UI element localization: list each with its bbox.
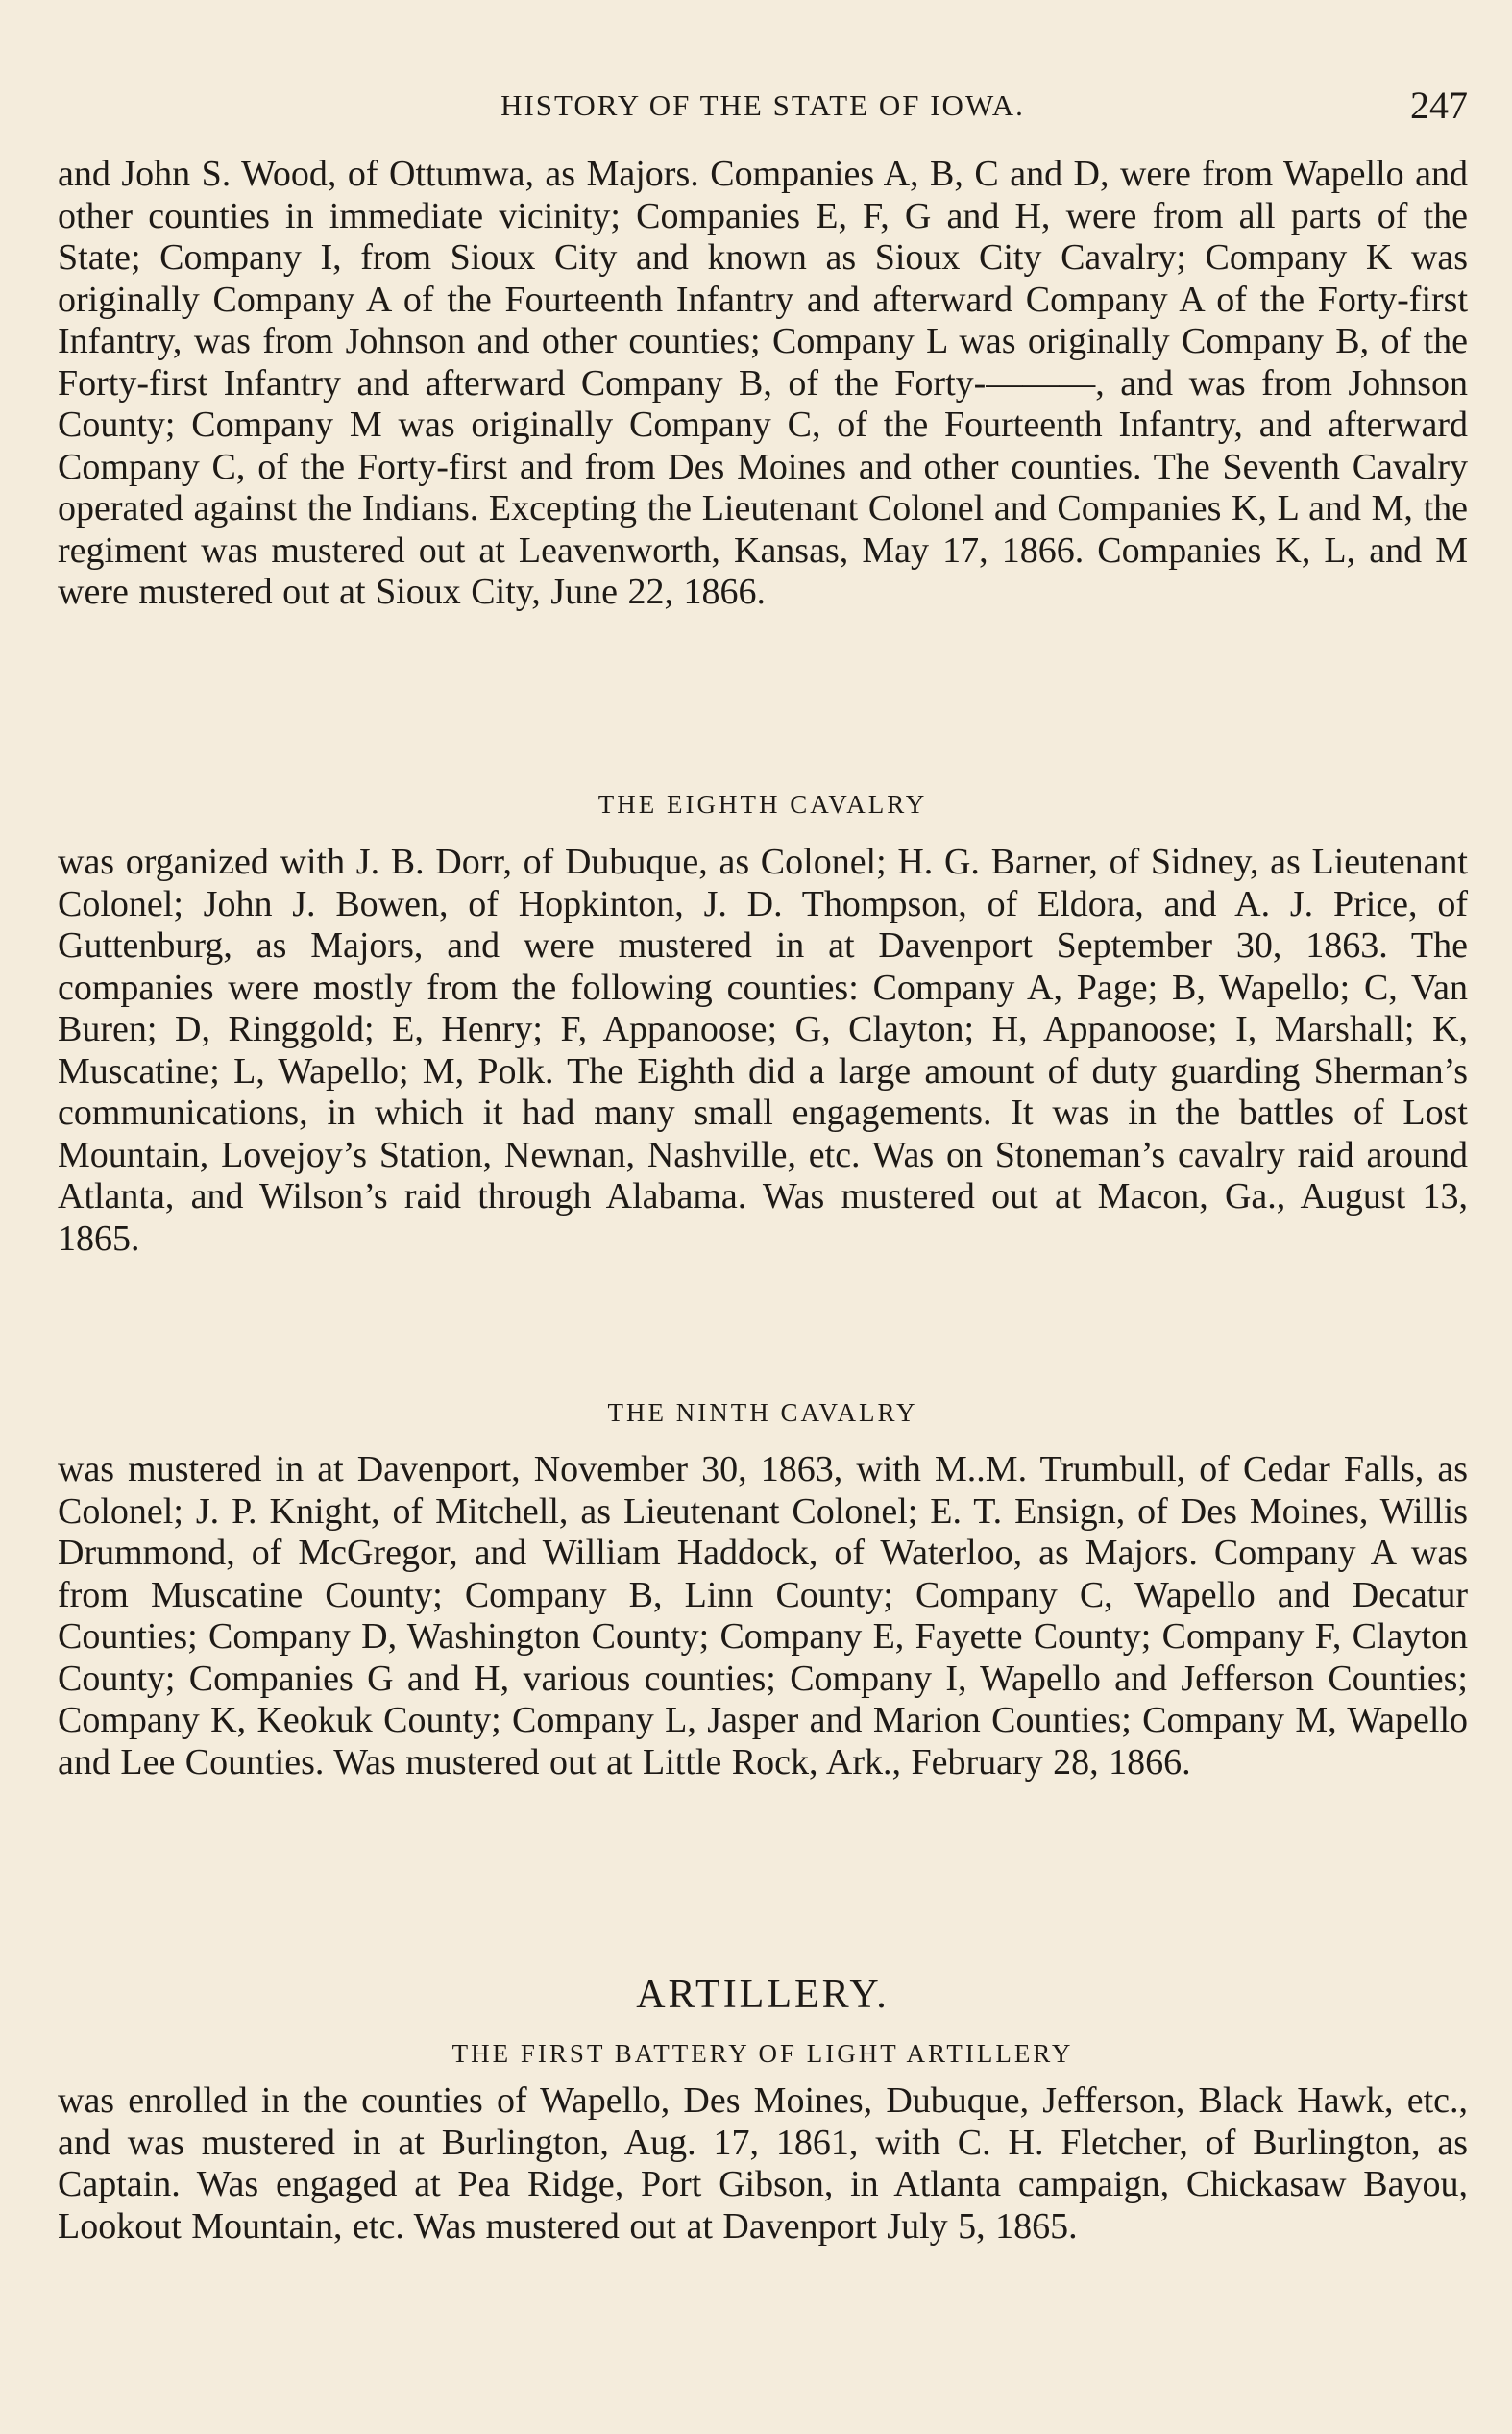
ninth-cavalry-text: was mustered in at Davenport, November 30, 1863, with M..M. Trumbull, of Cedar Falls, as Colonel; J. P. Knight, of Mitchell, as Lieutenant Colonel; E. T. Ensign, of Des Moines, Willis Drummond, of McGregor, and William Haddock, of Waterloo, as Majors. Company A was from Muscatine County; Company B, Linn County; Company C, Wapello and Decatur Counties; Company D, Washington County; Company E, Fayette County; Company F, Clayton County; Companies G and H, various counties; Company I, Wapello and Jefferson Counties; Company K, Keokuk County; Company L, Jasper and Marion Counties; Company M, Wapello and Lee Counties. Was mustered out at Little Rock, Ark., February 28, 1866. [58, 1449, 1468, 1782]
running-header [58, 79, 1468, 133]
eighth-cavalry-text: was organized with J. B. Dorr, of Dubuque, as Colonel; H. G. Barner, of Sidney, as Lieutenant Colonel; John J. Bowen, of Hopkinton, J. D. Thompson, of Eldora, and A. J. Price, of Guttenburg, as Majors, and were mustered in at Davenport September 30, 1863. The companies were mostly from the following counties: Company A, Page; B, Wapello; C, Van Buren; D, Ringgold; E, Henry; F, Appanoose; G, Clayton; H, Appanoose; I, Marshall; K, Muscatine; L, Wapello; M, Polk. The Eighth did a large amount of duty guarding Sherman’s communications, in which it had many small engagements. It was in the battles of Lost Mountain, Lovejoy’s Station, Newnan, Nashville, etc. Was on Stoneman’s cavalry raid around Atlanta, and Wilson’s raid through Alabama. Was mustered out at Macon, Ga., August 13, 1865. [58, 842, 1468, 1259]
continuation-text: and John S. Wood, of Ottumwa, as Majors. Companies A, B, C and D, were from Wapello and other counties in immediate vicinity; Companies E, F, G and H, were from all parts of the State; Company I, from Sioux City and known as Sioux City Cavalry; Company K was originally Company A of the Fourteenth Infantry and afterward Company A of the Forty-first Infantry, was from Johnson and other counties; Company L was originally Company B, of the Forty-first Infantry and afterward Company B, of the Forty-———, and was from Johnson County; Company M was originally Company C, of the Fourteenth Infantry, and afterward Company C, of the Forty-first and from Des Moines and other counties. The Seventh Cavalry operated against the Indians. Excepting the Lieutenant Colonel and Companies K, L and M, the regiment was mustered out at Leavenworth, Kansas, May 17, 1866. Companies K, L, and M were mustered out at Sioux City, June 22, 1866. [58, 154, 1468, 612]
page-number: 247 [1410, 84, 1468, 127]
first-battery-text: was enrolled in the counties of Wapello, Des Moines, Dubuque, Jefferson, Black Hawk, etc., and was mustered in at Burlington, Aug. 17, 1861, with C. H. Fletcher, of Burlington, as Captain. Was engaged at Pea Ridge, Port Gibson, in Atlanta campaign, Chickasaw Bayou, Lookout Mountain, etc. Was mustered out at Davenport July 5, 1865. [58, 2080, 1468, 2247]
heading-ninth-cavalry: THE NINTH CAVALRY [607, 1398, 918, 1427]
first-battery-paragraph [58, 2080, 1468, 2248]
eighth-cavalry-paragraph [58, 842, 1468, 1260]
heading-artillery: ARTILLERY. [636, 1973, 890, 2017]
continuation-paragraph [58, 154, 1468, 614]
heading-eighth-cavalry: THE EIGHTH CAVALRY [597, 790, 928, 819]
heading-first-battery: THE FIRST BATTERY OF LIGHT ARTILLERY [451, 2039, 1074, 2068]
running-title: HISTORY OF THE STATE OF IOWA. [500, 88, 1025, 122]
ninth-cavalry-paragraph [58, 1449, 1468, 1783]
